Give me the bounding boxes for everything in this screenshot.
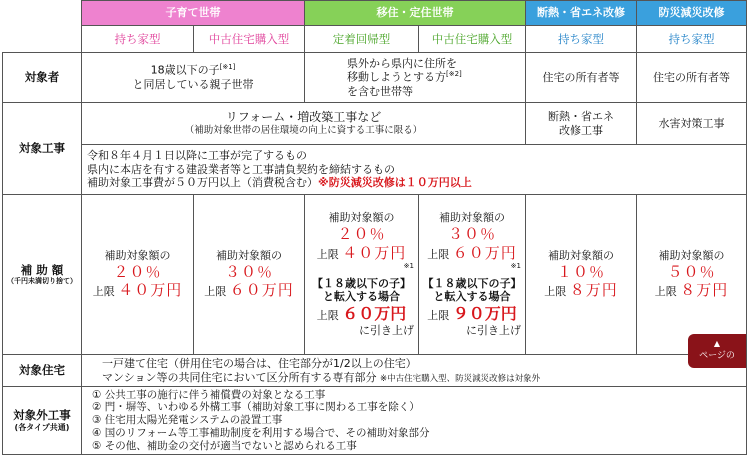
jutaku-content: 一戸建て住宅（併用住宅の場合は、住宅部分が1/2以上の住宅） マンション等の共同住宅において区分所有する専有部分 ※中古住宅購入型、防災減災改修は対象外 — [82, 355, 747, 387]
hojo-mochiie-kosodate: 補助対象額の ２０％ 上限 ４０万円 — [82, 195, 194, 355]
gai-list — [82, 387, 747, 455]
corner-cell-2 — [3, 26, 82, 53]
corner-cell — [3, 1, 82, 26]
arrow-up-icon: ▲ — [713, 339, 721, 348]
list-item: ③ 住宅用太陽光発電システムの設置工事 — [92, 414, 283, 427]
list-item: ① 公共工事の施行に伴う補償費の対象となる工事 — [92, 388, 326, 401]
kouji-reform: リフォーム・増改築工事など （補助対象世帯の居住環境の向上に資する工事に限る） — [82, 103, 526, 145]
hojo-chuko-iju: 補助対象額の ３０％ 上限 ６０万円 $^{※1}$ 【１８歳以下の子】 と転入する場合 上限 ９０万円 に引き上げ — [419, 195, 526, 355]
header-dannetsu: 断熱・省エネ改修 — [526, 1, 637, 26]
header-bousai: 防災減災改修 — [637, 1, 747, 26]
taisho-iju: 県外から県内に住所を 移動しようとする方[※2] を含む世帯等 — [305, 53, 526, 103]
taisho-dannetsu: 住宅の所有者等 — [526, 53, 637, 103]
subtype-chuko-kosodate: 中古住宅購入型 — [194, 26, 305, 53]
row-label-jutaku: 対象住宅 — [3, 355, 82, 387]
header-kosodate: 子育て世帯 — [82, 1, 305, 26]
list-item: ⑤ その他、補助金の交付が適当でないと認められる工事 — [92, 439, 357, 452]
kouji-dannetsu: 断熱・省エネ 改修工事 — [526, 103, 637, 145]
row-label-gai: 対象外工事 (各タイプ共通) — [3, 387, 82, 455]
taisho-kosodate: 18歳以下の子[※1] と同居している親子世帯 — [82, 53, 305, 103]
row-label-taisho: 対象者 — [3, 53, 82, 103]
list-item: ④ 国のリフォーム等工事補助制度を利用する場合で、その補助対象部分 — [92, 426, 430, 439]
hojo-chuko-kosodate: 補助対象額の ３０％ 上限 ６０万円 — [194, 195, 305, 355]
subtype-mochiie-bousai: 持ち家型 — [637, 26, 747, 53]
subtype-mochiie-kosodate: 持ち家型 — [82, 26, 194, 53]
hojo-teichaku: 補助対象額の ２０％ 上限 ４０万円 $^{※1}$ 【１８歳以下の子】 と転入する場合 上限 ６０万円 に引き上げ — [305, 195, 419, 355]
header-iju: 移住・定住世帯 — [305, 1, 526, 26]
subtype-chuko-iju: 中古住宅購入型 — [419, 26, 526, 53]
subtype-teichaku: 定着回帰型 — [305, 26, 419, 53]
subtype-mochiie-dannetsu: 持ち家型 — [526, 26, 637, 53]
row-label-hojo: 補 助 額 （千円未満切り捨て） — [3, 195, 82, 355]
kouji-conditions: 令和８年４月１日以降に工事が完了するもの 県内に本店を有する建設業者等と工事請負契約を締結するもの 補助対象工事費が５０万円以上（消費税含む）※防災減災改修は１０万円以上 — [82, 145, 747, 195]
row-label-kouji: 対象工事 — [3, 103, 82, 195]
hojo-dannetsu: 補助対象額の １０％ 上限 ８万円 — [526, 195, 637, 355]
taisho-bousai: 住宅の所有者等 — [637, 53, 747, 103]
page-top-button[interactable]: ▲ ページの — [688, 334, 746, 368]
kouji-bousai: 水害対策工事 — [637, 103, 747, 145]
list-item: ② 門・塀等、いわゆる外構工事（補助対象工事に関わる工事を除く） — [92, 401, 420, 414]
hojo-bousai: 補助対象額の ５０％ 上限 ８万円 — [637, 195, 747, 355]
subsidy-table — [2, 0, 747, 455]
